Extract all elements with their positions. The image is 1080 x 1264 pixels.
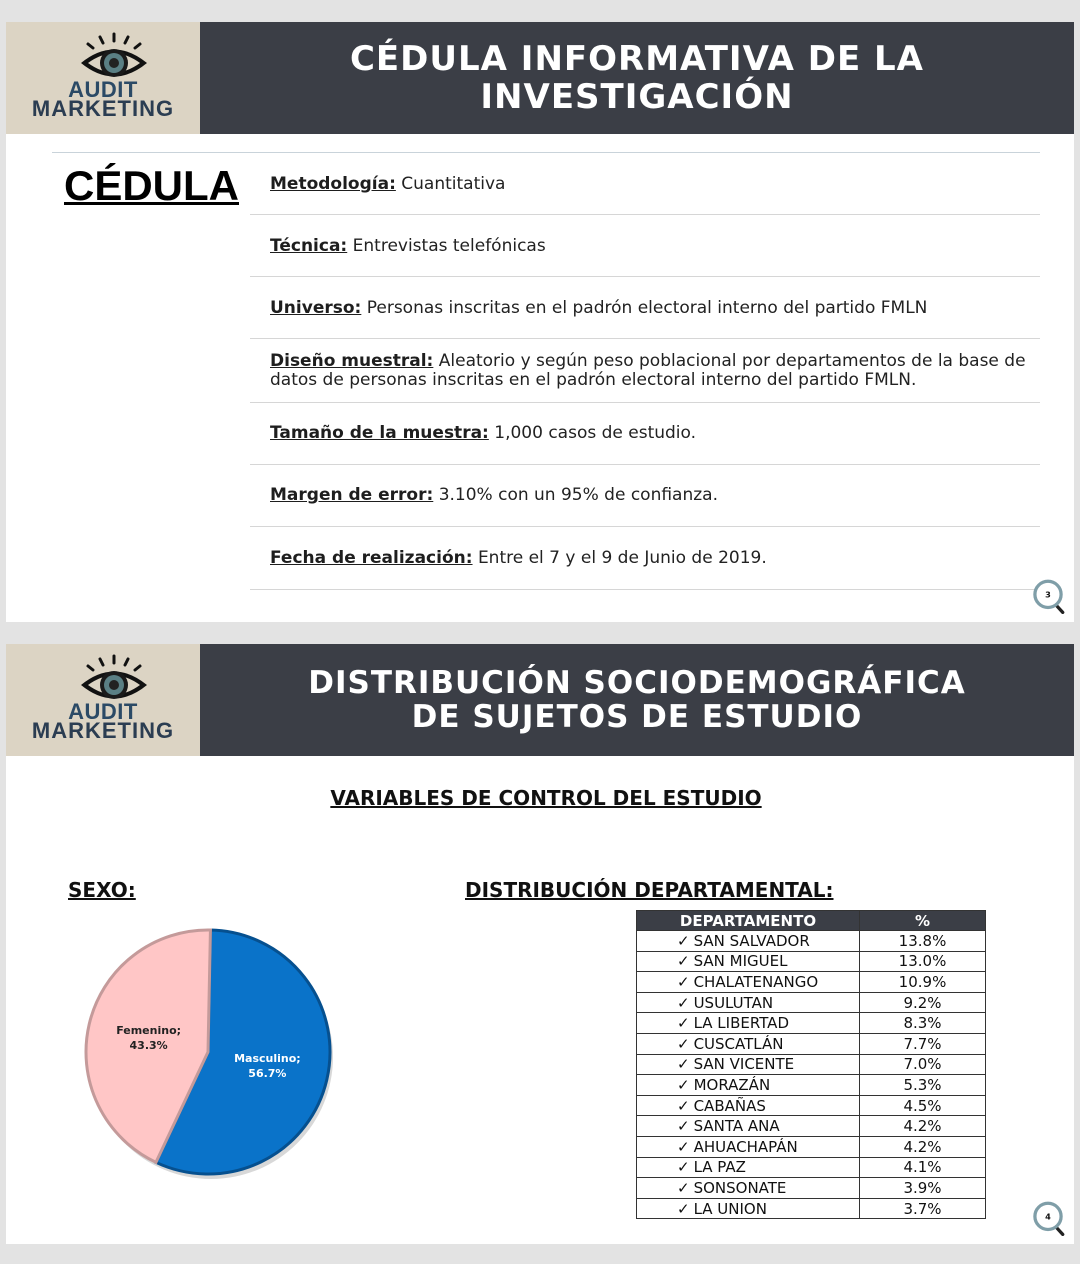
slide-distribucion [6, 644, 1074, 1244]
info-row-metodologia [250, 153, 1040, 215]
brand-line-1: AUDIT [68, 699, 138, 724]
departamento-name: MORAZÁN [693, 1075, 771, 1094]
checkmark-icon: ✓ [677, 1199, 690, 1218]
row-value: Aleatorio y según peso poblacional por departamentos de la base de datos de personas inscritas en el padrón electoral interno del partido FMLN. [270, 351, 1026, 390]
row-value: Entre el 7 y el 9 de Junio de 2019. [477, 548, 767, 568]
percent-cell: 10.9% [860, 972, 986, 993]
checkmark-icon: ✓ [677, 1117, 690, 1136]
percent-cell: 4.2% [860, 1116, 986, 1137]
table-row [637, 1033, 986, 1054]
departamento-cell [637, 951, 860, 972]
row-value: 1,000 casos de estudio. [494, 423, 697, 443]
percent-cell: 7.7% [860, 1033, 986, 1054]
percent-cell: 5.3% [860, 1075, 986, 1096]
departamento-cell [637, 972, 860, 993]
checkmark-icon: ✓ [677, 1096, 690, 1115]
percent-cell: 4.1% [860, 1157, 986, 1178]
row-label: Universo: [270, 298, 362, 318]
departamento-cell [637, 1116, 860, 1137]
departamento-name: LA LIBERTAD [693, 1014, 789, 1033]
departamento-cell [637, 1198, 860, 1219]
slide-cedula [6, 22, 1074, 622]
brand-line-2: MARKETING [31, 96, 175, 121]
percent-cell: 13.8% [860, 931, 986, 952]
table-row [637, 1075, 986, 1096]
title-bar [200, 22, 1074, 134]
departamento-name: SAN MIGUEL [693, 952, 788, 971]
slide-title: CÉDULA INFORMATIVA DE LA INVESTIGACIÓN [349, 39, 924, 117]
row-value: 3.10% con un 95% de confianza. [438, 485, 718, 505]
departamento-name: SAN VICENTE [693, 1055, 795, 1074]
checkmark-icon: ✓ [677, 1034, 690, 1053]
departamento-name: AHUACHAPÁN [693, 1137, 798, 1156]
row-value: Cuantitativa [401, 174, 506, 194]
checkmark-icon: ✓ [677, 1137, 690, 1156]
departamento-name: LA UNION [693, 1199, 767, 1218]
brand-line-2: MARKETING [31, 718, 175, 743]
percent-cell: 9.2% [860, 992, 986, 1013]
table-row [637, 1013, 986, 1034]
table-row [637, 992, 986, 1013]
checkmark-icon: ✓ [677, 1158, 690, 1177]
page-number-badge [1030, 578, 1066, 614]
departamento-cell [637, 1033, 860, 1054]
table-row [637, 972, 986, 993]
slide-header [6, 644, 1074, 756]
subtitle: VARIABLES DE CONTROL DEL ESTUDIO [330, 786, 762, 810]
table-row [637, 951, 986, 972]
table-row [637, 1054, 986, 1075]
row-value: Entrevistas telefónicas [352, 236, 546, 256]
departamento-name: LA PAZ [693, 1158, 746, 1177]
pie-label-masculino: Masculino; 56.7% [234, 1051, 301, 1080]
row-label: Fecha de realización: [270, 548, 473, 568]
departamento-cell [637, 1054, 860, 1075]
checkmark-icon: ✓ [677, 1055, 690, 1074]
checkmark-icon: ✓ [677, 972, 690, 991]
departamento-table [636, 910, 986, 1219]
departamento-cell [637, 1013, 860, 1034]
table-header-departamento: DEPARTAMENTO [637, 911, 860, 931]
departamento-name: SONSONATE [693, 1178, 787, 1197]
brand-logo [6, 22, 200, 134]
departamento-name: SANTA ANA [693, 1117, 780, 1136]
table-row [637, 1116, 986, 1137]
table-row [637, 1157, 986, 1178]
percent-cell: 7.0% [860, 1054, 986, 1075]
info-row-tamano-muestra [250, 403, 1040, 465]
info-row-diseno-muestral [250, 339, 1040, 403]
sexo-label: SEXO: [68, 878, 136, 902]
page-number-badge [1030, 1200, 1066, 1236]
section-heading: CÉDULA [64, 162, 239, 209]
checkmark-icon: ✓ [677, 1178, 690, 1197]
row-label: Margen de error: [270, 485, 434, 505]
percent-cell: 8.3% [860, 1013, 986, 1034]
info-row-universo [250, 277, 1040, 339]
departamento-name: CABAÑAS [693, 1096, 766, 1115]
percent-cell: 13.0% [860, 951, 986, 972]
departamento-name: CUSCATLÁN [693, 1034, 784, 1053]
table-row [637, 931, 986, 952]
departamento-cell [637, 1157, 860, 1178]
slide-header [6, 22, 1074, 134]
brand-line-1: AUDIT [68, 77, 138, 102]
row-label: Técnica: [270, 236, 348, 256]
row-label: Diseño muestral: [270, 351, 434, 371]
departamento-cell [637, 1075, 860, 1096]
departamento-name: USULUTAN [693, 993, 774, 1012]
percent-cell: 3.9% [860, 1178, 986, 1199]
table-row [637, 1095, 986, 1116]
row-label: Tamaño de la muestra: [270, 423, 489, 443]
departamento-cell [637, 992, 860, 1013]
info-row-margen-error [250, 465, 1040, 527]
title-bar [200, 644, 1074, 756]
checkmark-icon: ✓ [677, 993, 690, 1012]
page-number: 3 [1045, 589, 1051, 600]
info-row-tecnica [250, 215, 1040, 277]
percent-cell: 3.7% [860, 1198, 986, 1219]
checkmark-icon: ✓ [677, 1014, 690, 1033]
percent-cell: 4.5% [860, 1095, 986, 1116]
row-label: Metodología: [270, 174, 396, 194]
pie-label-femenino: Femenino; 43.3% [116, 1024, 182, 1053]
table-header-percent: % [860, 911, 986, 931]
info-row-fecha [250, 527, 1040, 590]
slide-title: DISTRIBUCIÓN SOCIODEMOGRÁFICA DE SUJETOS DE ESTUDIO [308, 665, 966, 735]
checkmark-icon: ✓ [677, 1075, 690, 1094]
departamento-cell [637, 1095, 860, 1116]
table-row [637, 1178, 986, 1199]
departamento-cell [637, 1136, 860, 1157]
departamento-name: SAN SALVADOR [693, 931, 810, 950]
dept-label: DISTRIBUCIÓN DEPARTAMENTAL: [465, 878, 834, 902]
departamento-name: CHALATENANGO [693, 972, 819, 991]
page-number: 4 [1045, 1211, 1051, 1222]
sexo-pie-chart [66, 910, 346, 1180]
departamento-cell [637, 931, 860, 952]
table-row [637, 1198, 986, 1219]
row-value: Personas inscritas en el padrón electoral interno del partido FMLN [366, 298, 928, 318]
departamento-cell [637, 1178, 860, 1199]
checkmark-icon: ✓ [677, 952, 690, 971]
checkmark-icon: ✓ [677, 931, 690, 950]
table-row [637, 1136, 986, 1157]
percent-cell: 4.2% [860, 1136, 986, 1157]
brand-logo [6, 644, 200, 756]
